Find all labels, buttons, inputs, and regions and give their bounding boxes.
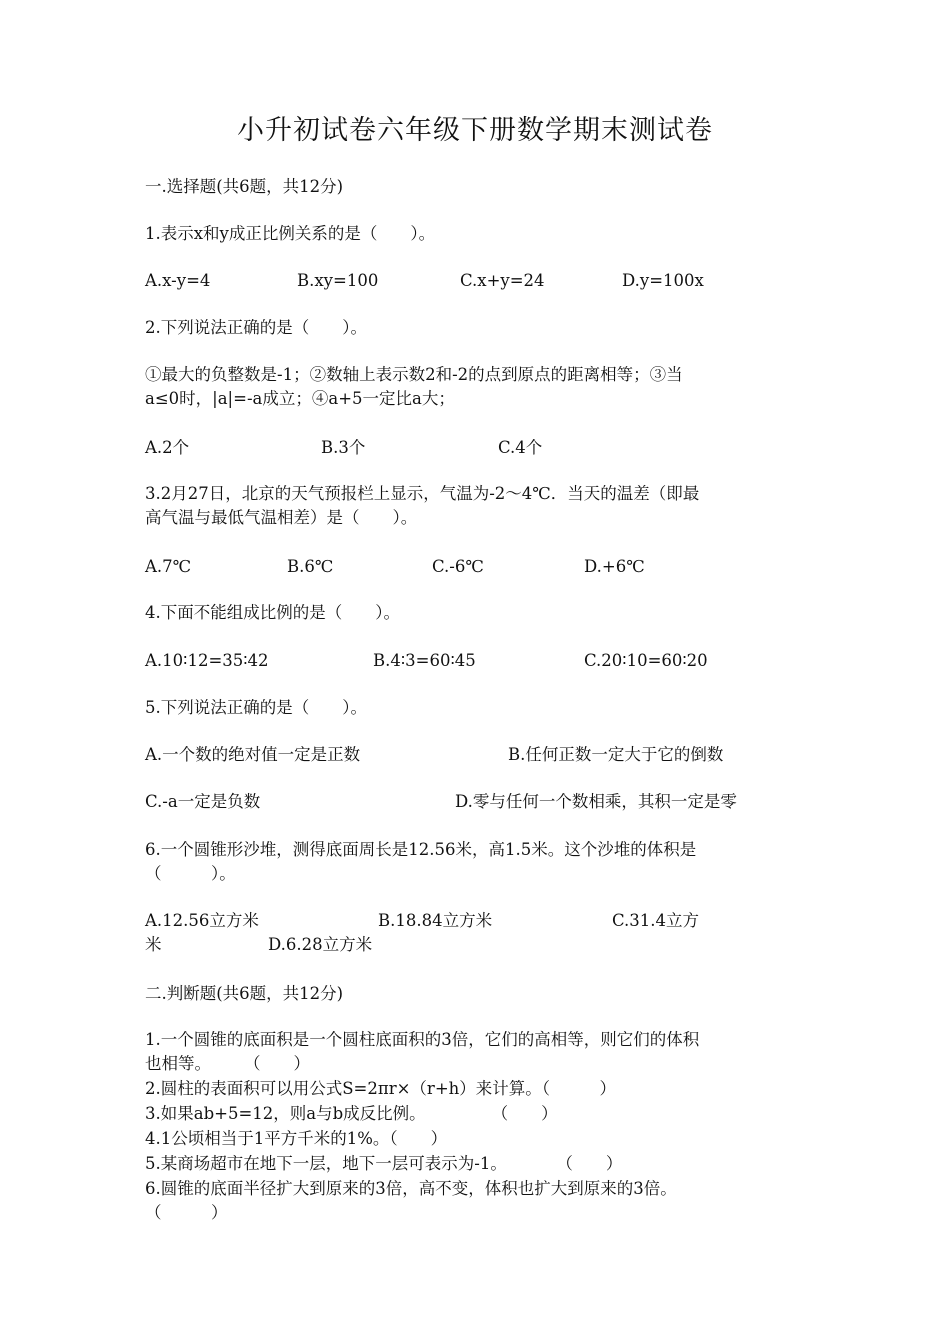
question-1: 1.表示x和y成正比例关系的是（ ）。 <box>145 224 436 243</box>
judge-item-4: 4.1公顷相当于1平方千米的1%。（ ） <box>145 1129 448 1148</box>
judge-item-2: 2.圆柱的表面积可以用公式S=2πr×（r+h）来计算。（ ） <box>145 1079 617 1098</box>
q4-option-c: C.20∶10=60∶20 <box>584 651 708 670</box>
q1-option-c: C.x+y=24 <box>460 271 545 290</box>
q6-option-a: A.12.56立方米 <box>145 911 259 930</box>
q6-option-c-wrap: 米 <box>145 935 162 954</box>
judge-item-5: 5.某商场超市在地下一层，地下一层可表示为-1。 （ ） <box>145 1154 623 1173</box>
q1-option-a: A.x-y=4 <box>145 271 211 290</box>
q5-option-c: C.-a一定是负数 <box>145 792 261 811</box>
question-3-line1: 3.2月27日，北京的天气预报栏上显示，气温为-2～4℃．当天的温差（即最 <box>145 484 700 503</box>
section-heading-choice: 一.选择题(共6题，共12分) <box>145 177 344 196</box>
q2-option-a: A.2个 <box>145 438 190 457</box>
q6-option-b: B.18.84立方米 <box>378 911 493 930</box>
q5-option-a: A.一个数的绝对值一定是正数 <box>145 745 361 764</box>
judge-item-6-line1: 6.圆锥的底面半径扩大到原来的3倍，高不变，体积也扩大到原来的3倍。 <box>145 1179 677 1198</box>
judge-item-1-line1: 1.一个圆锥的底面积是一个圆柱底面积的3倍，它们的高相等，则它们的体积 <box>145 1030 700 1049</box>
section-heading-judge: 二.判断题(共6题，共12分) <box>145 984 344 1003</box>
q1-option-b: B.xy=100 <box>297 271 379 290</box>
question-3-line2: 高气温与最低气温相差）是（ ）。 <box>145 508 418 527</box>
q2-text-line2: a≤0时，|a|=-a成立；④a+5一定比a大； <box>145 389 455 408</box>
q3-option-d: D.+6℃ <box>584 557 645 576</box>
q5-option-b: B.任何正数一定大于它的倒数 <box>508 745 724 764</box>
question-6-line2: （ ）。 <box>145 864 236 883</box>
q5-option-d: D.零与任何一个数相乘，其积一定是零 <box>455 792 737 811</box>
q2-text-line1: ①最大的负整数是-1；②数轴上表示数2和-2的点到原点的距离相等；③当 <box>145 365 683 384</box>
q3-option-c: C.-6℃ <box>432 557 484 576</box>
question-2: 2.下列说法正确的是（ ）。 <box>145 318 367 337</box>
q1-option-d: D.y=100x <box>622 271 704 290</box>
q3-option-b: B.6℃ <box>287 557 334 576</box>
q2-option-c: C.4个 <box>498 438 543 457</box>
question-5: 5.下列说法正确的是（ ）。 <box>145 698 367 717</box>
q3-option-a: A.7℃ <box>145 557 192 576</box>
q6-option-c: C.31.4立方 <box>612 911 700 930</box>
q2-option-b: B.3个 <box>321 438 366 457</box>
q4-option-a: A.10∶12=35∶42 <box>145 651 269 670</box>
judge-item-1-line2: 也相等。 （ ） <box>145 1054 310 1073</box>
q6-option-d: D.6.28立方米 <box>268 935 373 954</box>
judge-item-3: 3.如果ab+5=12，则a与b成反比例。 （ ） <box>145 1104 558 1123</box>
judge-item-6-line2: （ ） <box>145 1203 228 1222</box>
question-6-line1: 6.一个圆锥形沙堆，测得底面周长是12.56米，高1.5米。这个沙堆的体积是 <box>145 840 697 859</box>
page-title: 小升初试卷六年级下册数学期末测试卷 <box>237 115 713 146</box>
question-4: 4.下面不能组成比例的是（ ）。 <box>145 603 400 622</box>
q4-option-b: B.4∶3=60∶45 <box>373 651 476 670</box>
